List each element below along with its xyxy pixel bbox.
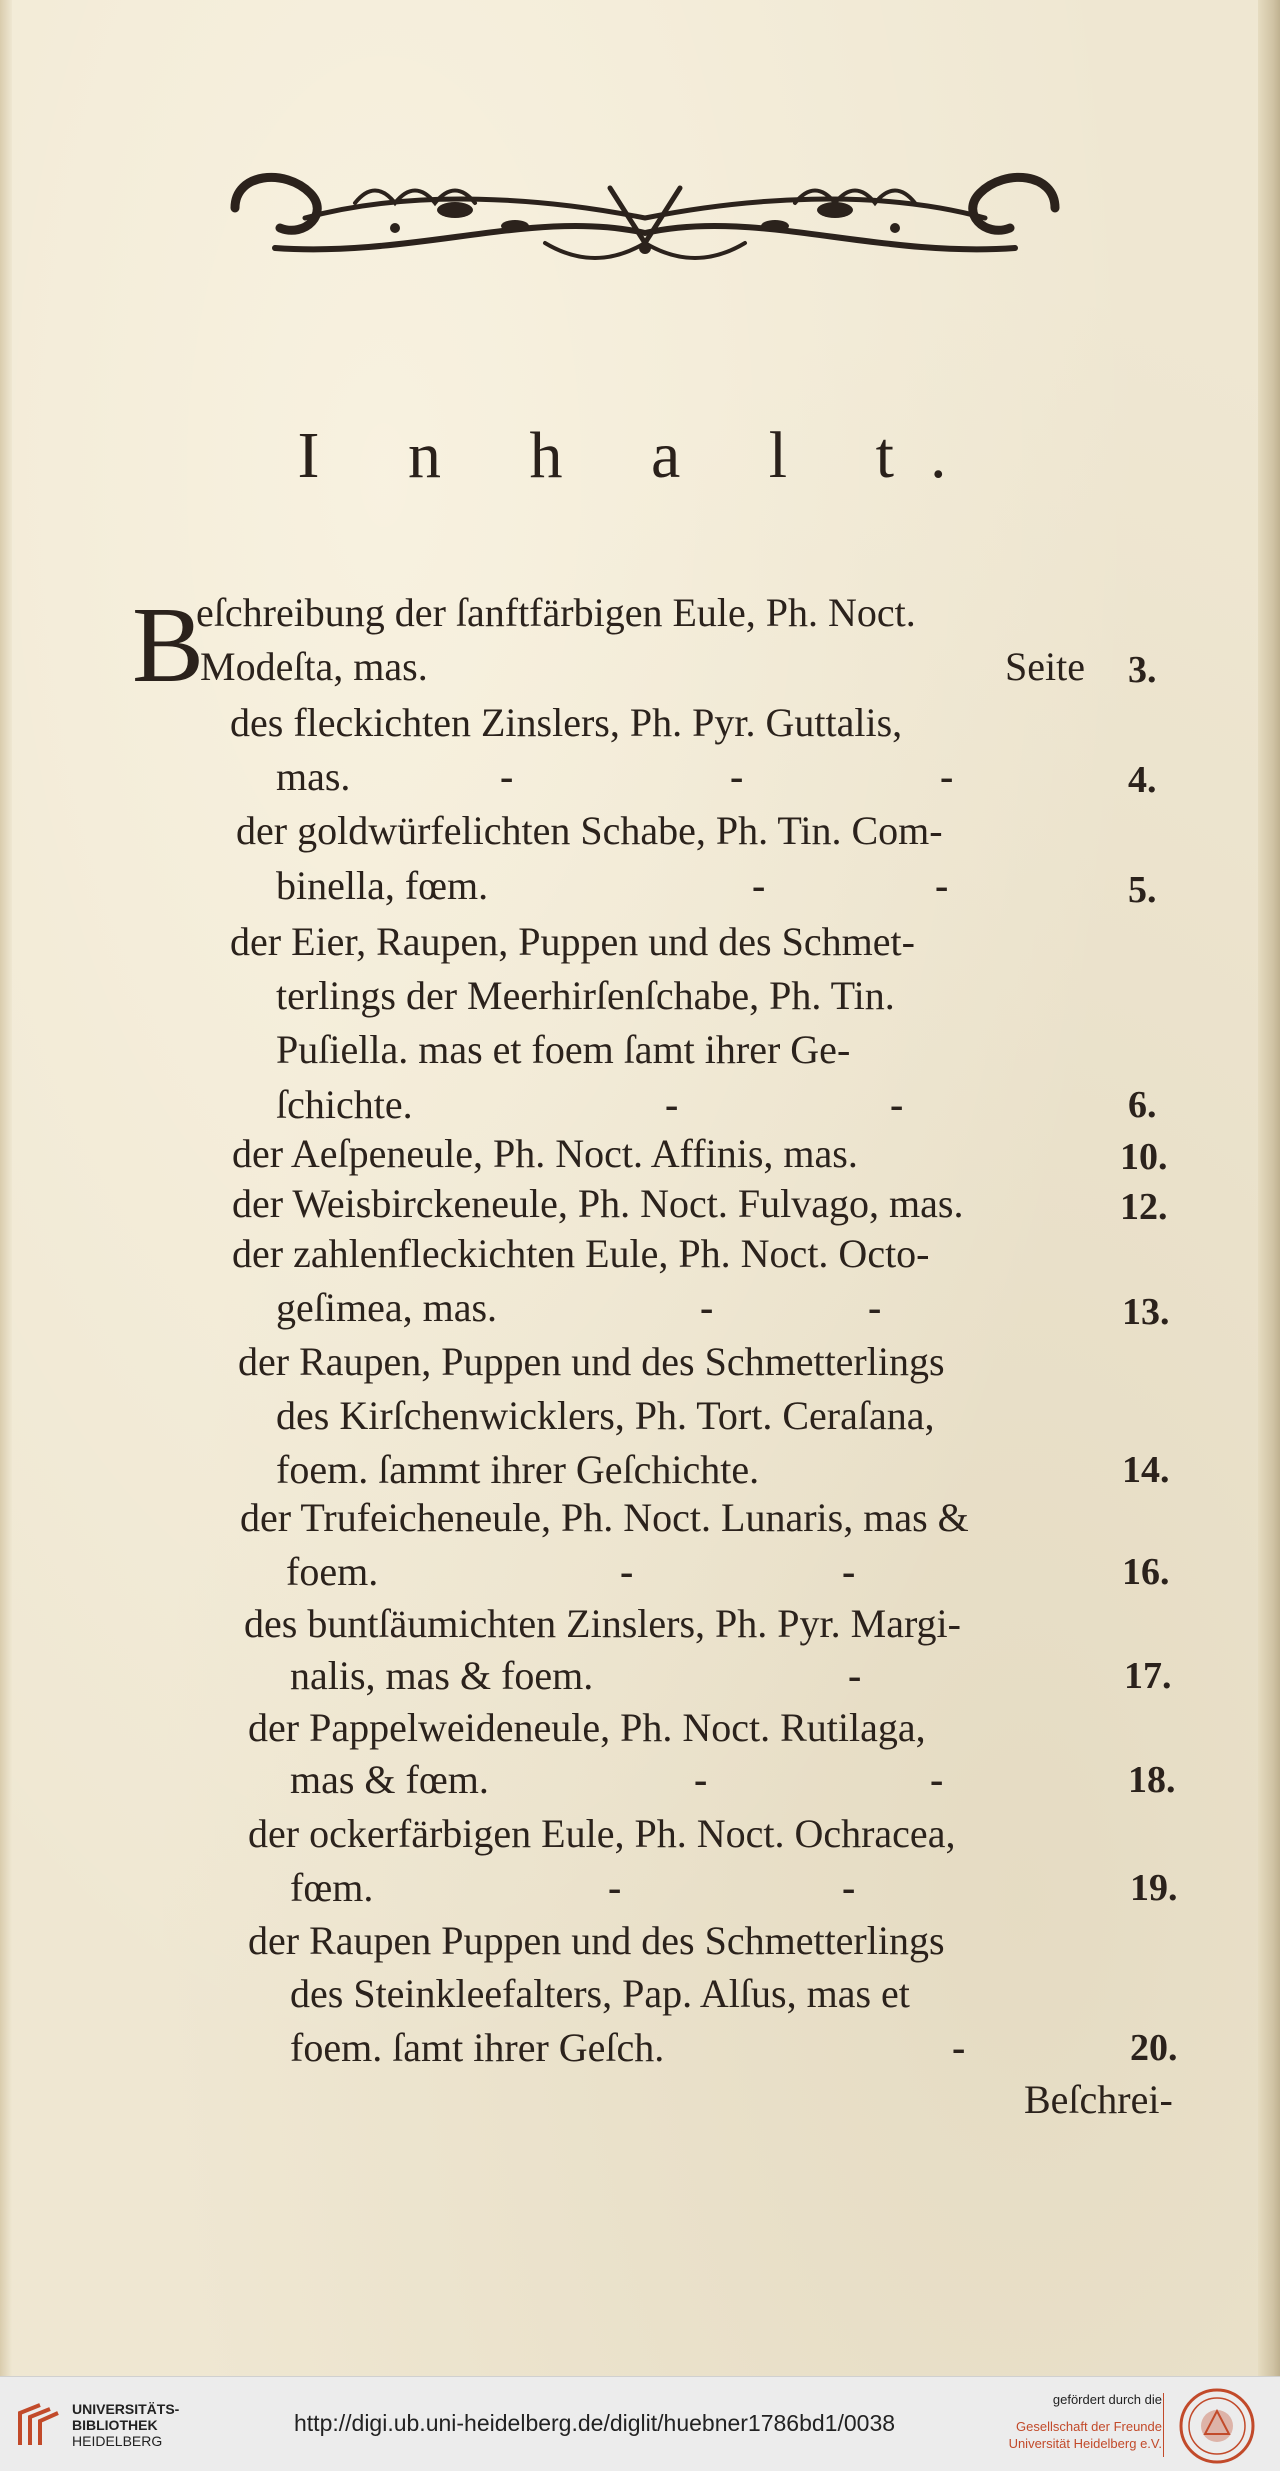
page-number: 20.	[1130, 2027, 1178, 2069]
permalink-url[interactable]: http://digi.ub.uni-heidelberg.de/diglit/huebner1786bd1/0038	[294, 2410, 896, 2436]
leader-dash: -	[752, 863, 766, 908]
toc-line: eſchreibung der ſanftfärbigen Eule, Ph. Noct.	[196, 590, 916, 635]
leader-dash: -	[500, 754, 514, 799]
library-logo-icon[interactable]	[14, 2399, 64, 2451]
page-number: 14.	[1122, 1449, 1170, 1491]
drop-cap: B	[132, 586, 205, 705]
leader-dash: -	[930, 1757, 944, 1802]
toc-line: der Aeſpeneule, Ph. Noct. Affinis, mas.	[232, 1131, 858, 1176]
sponsor-line: Universität Heidelberg e.V.	[1008, 2436, 1162, 2451]
library-name-line: UNIVERSITÄTS-	[72, 2401, 180, 2417]
toc-line: foem.	[286, 1549, 379, 1594]
toc-line: Modeſta, mas.	[200, 644, 428, 689]
leader-dash: -	[694, 1757, 708, 1802]
toc-line: der Pappelweideneule, Ph. Noct. Rutilaga,	[248, 1705, 926, 1750]
toc-line: ſchichte.	[276, 1082, 413, 1127]
page-number: 17.	[1124, 1655, 1172, 1697]
toc-line: fœm.	[290, 1865, 374, 1910]
library-name	[72, 2401, 179, 2449]
leader-dash: -	[842, 1549, 856, 1594]
leader-dash: -	[940, 754, 954, 799]
toc-line: mas & fœm.	[290, 1757, 489, 1802]
page-number: 10.	[1120, 1136, 1168, 1178]
toc-line: foem. ſamt ihrer Geſch.	[290, 2025, 665, 2070]
leader-dash: -	[665, 1082, 679, 1127]
library-name-line: BIBLIOTHEK	[72, 2417, 158, 2433]
page-number: 12.	[1120, 1186, 1168, 1228]
toc-line: der Weisbirckeneule, Ph. Noct. Fulvago, mas.	[232, 1181, 964, 1226]
toc-line: des buntſäumichten Zinslers, Ph. Pyr. Margi-	[244, 1601, 961, 1646]
toc-line: des Kirſchenwicklers, Ph. Tort. Ceraſana,	[276, 1393, 935, 1438]
sponsor-line: Gesellschaft der Freunde	[1016, 2419, 1162, 2434]
leader-dash: -	[848, 1653, 862, 1698]
toc-line: der Eier, Raupen, Puppen und des Schmet-	[230, 919, 915, 964]
page-number: 19.	[1130, 1867, 1178, 1909]
leader-dash: -	[890, 1082, 904, 1127]
page-number: 16.	[1122, 1551, 1170, 1593]
sponsor-prefix: gefördert durch die	[1052, 2392, 1162, 2407]
toc-line: binella, fœm.	[276, 863, 489, 908]
page-number: 13.	[1122, 1291, 1170, 1333]
viewer-footer	[0, 2376, 1280, 2471]
page-number: 4.	[1128, 759, 1157, 801]
leader-dash: -	[842, 1865, 856, 1910]
toc-line: der ockerfärbigen Eule, Ph. Noct. Ochracea,	[248, 1811, 956, 1856]
toc-line: geſimea, mas.	[276, 1285, 498, 1330]
toc-line: der goldwürfelichten Schabe, Ph. Tin. Com-	[236, 808, 943, 853]
toc-line: der Raupen Puppen und des Schmetterlings	[248, 1918, 945, 1963]
leader-dash: -	[868, 1285, 882, 1330]
leader-dash: -	[620, 1549, 634, 1594]
leader-dash: -	[608, 1865, 622, 1910]
leader-dash: -	[700, 1285, 714, 1330]
toc-line: terlings der Meerhirſenſchabe, Ph. Tin.	[276, 973, 895, 1018]
toc-line: der Raupen, Puppen und des Schmetterlings	[238, 1339, 945, 1384]
university-seal-icon[interactable]	[1178, 2387, 1256, 2465]
toc-line: Puſiella. mas et foem ſamt ihrer Ge-	[276, 1027, 851, 1072]
page-number: 6.	[1128, 1084, 1157, 1126]
page-number: 5.	[1128, 869, 1157, 911]
page-number: 18.	[1128, 1759, 1176, 1801]
toc-line: des fleckichten Zinslers, Ph. Pyr. Guttalis,	[230, 700, 903, 745]
catchword: Beſchrei-	[1024, 2077, 1173, 2122]
page-label: Seite	[1005, 644, 1085, 689]
toc-line: des Steinkleefalters, Pap. Alſus, mas et	[290, 1971, 910, 2016]
sponsor-credit	[962, 2391, 1162, 2452]
library-name-line: HEIDELBERG	[72, 2433, 163, 2449]
leader-dash: -	[952, 2025, 966, 2070]
leader-dash: -	[935, 863, 949, 908]
toc-line: der Trufeicheneule, Ph. Noct. Lunaris, mas &	[240, 1495, 969, 1540]
footer-divider	[1163, 2393, 1164, 2457]
page-number: 3.	[1128, 649, 1157, 691]
toc-line: foem. ſammt ihrer Geſchichte.	[276, 1447, 760, 1492]
page-title: I n h a l t.	[297, 419, 983, 492]
toc-line: der zahlenfleckichten Eule, Ph. Noct. Octo-	[232, 1231, 930, 1276]
toc-line: nalis, mas & foem.	[290, 1653, 594, 1698]
leader-dash: -	[730, 754, 744, 799]
toc-line: mas.	[276, 754, 351, 799]
